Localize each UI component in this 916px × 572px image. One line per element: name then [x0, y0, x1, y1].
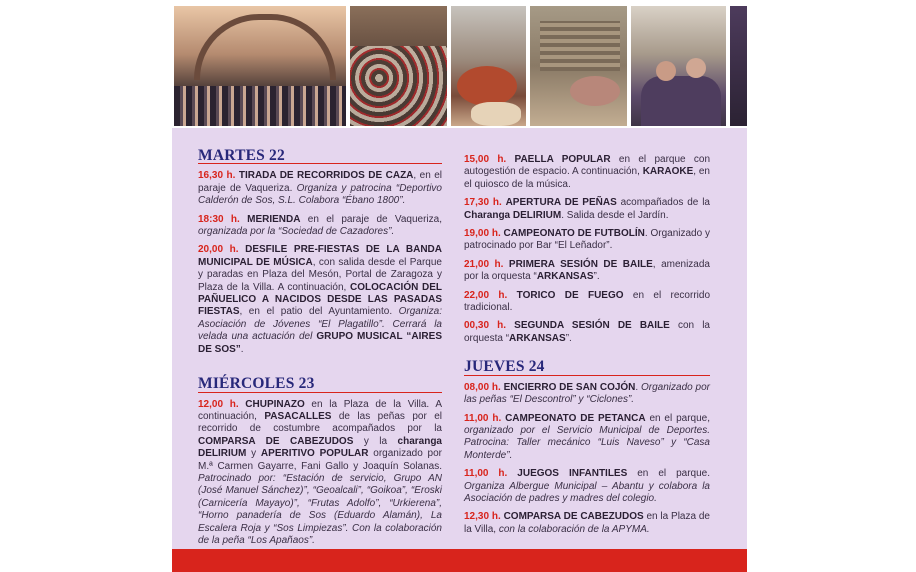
photo-strip [172, 0, 747, 128]
event-text-5: organizado por M.ª Carmen Gayarre, Fani Gallo y Joaquín Solanas. [198, 448, 442, 472]
event-item [464, 413, 710, 463]
event-title-2: PASACALLES [264, 410, 332, 422]
event-time: 16,30 h. [198, 170, 236, 182]
event-text-2: de las peñas por el recorrido de costumbre acompañados por la [198, 410, 442, 435]
day-heading-jueves: JUEVES 24 [464, 361, 710, 375]
event-text-2: . Salida desde el Jardín. [561, 209, 669, 221]
festival-program-page [172, 0, 747, 572]
event-text: , con salida desde el Parque y paradas en Plaza del Mesón, Portal de Zaragoza y Plaza de la Villa. A continuación, [198, 256, 442, 293]
event-text: acompañados de la [616, 197, 710, 209]
event-organizer: Organiza: Asociación de Jóvenes “El Plagatillo”. Cerrará la velada una actuación del [198, 306, 442, 343]
event-time: 11,00 h. [464, 412, 502, 424]
event-time: 18:30 h. [198, 213, 240, 225]
event-title-2: COLOCACIÓN DEL PAÑUELICO A NACIDOS DESDE LAS PASADAS FIESTAS [198, 281, 442, 318]
event-organizer: Organiza Albergue Municipal – Abantu y colabora la Asociación de padres y madres del colegio. [464, 480, 710, 504]
event-sponsors: Patrocinado por: “Estación de servicio, Grupo AN (José Manuel Sánchez)”, “Geoalcali”, “Goikoa”, “Eroski (Carnicería Mayayo)”, “Frutas Adolfo”, “Urkierena”, “Horno panadería de Sos (Eduardo Alamán), La Escalera Roja y “Sos Limpiezas”. Con la colaboración de la peña “Los Apañaos”. [198, 472, 442, 546]
event-organizer: organizado por el Servicio Municipal de Deportes. Patrocina: Taller mecánico “Luis Naveso” y “Casa Monterde”. [464, 424, 710, 461]
day-heading-miercoles: MIÉRCOLES 23 [198, 378, 442, 392]
event-title-2: ARKANSAS [536, 271, 594, 283]
event-title-2: ARKANSAS [509, 332, 566, 344]
event-title: TORICO DE FUEGO [516, 289, 624, 301]
event-item [464, 197, 710, 222]
event-text: en el parque con autogestión de espacio. A continuación, [464, 154, 711, 178]
event-title: JUEGOS INFANTILES [517, 468, 628, 480]
bottom-red-bar [172, 549, 747, 572]
event-title: CHUPINAZO [245, 398, 305, 410]
event-title-5: APERITIVO POPULAR [260, 448, 369, 460]
event-text: en el parque. [627, 468, 710, 480]
event-text: . Organizado y patrocinado por Bar “El Leñador”. [464, 228, 710, 252]
event-item [464, 468, 710, 505]
event-title-4: charanga DELIRIUM [198, 435, 442, 460]
event-text-2: ”. [565, 332, 572, 344]
event-title: MERIENDA [247, 213, 301, 225]
event-time: 21,00 h. [464, 258, 504, 270]
event-title: APERTURA DE PEÑAS [505, 197, 617, 209]
people-hugging-photo-icon [631, 6, 726, 126]
event-title: CAMPEONATO DE FUTBOLÍN [503, 228, 645, 240]
event-text: en el paraje de Vaqueriza, [300, 213, 442, 225]
event-title: ENCIERRO DE SAN COJÓN [503, 381, 636, 393]
event-text: , en el paraje de Vaqueriza. [198, 170, 442, 194]
event-title: PAELLA POPULAR [514, 154, 611, 165]
crowd-bags-photo-icon [350, 6, 447, 126]
event-item [464, 154, 710, 191]
event-item [464, 511, 710, 536]
roasting-photo-icon [530, 6, 627, 126]
event-text: en la Plaza de la Villa, [464, 511, 710, 535]
event-organizer: Organizado por las peñas “El Descontrol” y “Ciclones”. [464, 381, 710, 406]
event-title: CAMPEONATO DE PETANCA [505, 412, 646, 424]
event-organizer: Organiza y patrocina “Deportivo Calderón de Sos, S.L. Colabora “Ébano 1800”. [198, 182, 442, 207]
paella-food-photo-icon [451, 6, 526, 126]
event-title: TIRADA DE RECORRIDOS DE CAZA [238, 170, 414, 182]
event-time: 00,30 h. [464, 320, 507, 332]
left-column [198, 147, 442, 553]
event-time: 15,00 h. [464, 154, 507, 165]
event-item [464, 259, 710, 284]
event-title: DESFILE PRE-FIESTAS DE LA BANDA MUNICIPAL DE MÚSICA [198, 244, 442, 268]
event-text-2: , en el quiosco de la música. [464, 166, 710, 190]
event-text: en el parque, [645, 412, 710, 424]
crowd-square-photo-icon [174, 6, 346, 126]
event-text-2: , en el patio del Ayuntamiento. [239, 306, 399, 318]
event-organizer: con la colaboración de la APYMA. [498, 523, 650, 535]
event-title-3: COMPARSA DE CABEZUDOS [198, 435, 354, 447]
event-organizer: organizada por la “Sociedad de Cazadores”. [198, 226, 395, 238]
event-title: COMPARSA DE CABEZUDOS [503, 511, 644, 523]
event-item [198, 214, 442, 239]
event-title: SEGUNDA SESIÓN DE BAILE [514, 320, 670, 332]
event-title: PRIMERA SESIÓN DE BAILE [508, 258, 653, 270]
event-text-2: ”. [593, 271, 600, 283]
right-column [464, 154, 710, 542]
event-item [198, 170, 442, 207]
event-time: 08,00 h. [464, 381, 501, 393]
event-item [198, 244, 442, 356]
event-time: 20,00 h. [198, 244, 239, 256]
event-title-2: KARAOKE [642, 166, 694, 178]
event-title-3: GRUPO MUSICAL “AIRES DE SOS” [198, 331, 442, 355]
event-time: 19,00 h. [464, 228, 501, 240]
event-text-4: y [246, 448, 261, 460]
event-time: 12,30 h. [464, 511, 501, 523]
event-time: 12,00 h. [198, 398, 239, 410]
event-time: 11,00 h. [464, 468, 508, 480]
event-item [464, 320, 710, 345]
event-text-3: y la [353, 435, 398, 447]
event-item [464, 228, 710, 253]
event-text: en la Plaza de la Villa. A continuación, [198, 398, 442, 422]
event-text: , amenizada por la orquesta “ [464, 258, 710, 283]
event-time: 17,30 h. [464, 197, 502, 209]
event-item [464, 382, 710, 407]
event-text-3: . [240, 343, 244, 355]
event-text: con la orquesta “ [464, 320, 710, 344]
event-item [464, 290, 710, 315]
event-text: en el recorrido tradicional. [464, 289, 711, 314]
edge-photo-icon [730, 6, 747, 126]
event-item [198, 399, 442, 548]
event-text: . [635, 381, 642, 393]
event-time: 22,00 h. [464, 289, 508, 301]
event-title-2: Charanga DELIRIUM [464, 209, 562, 221]
day-heading-martes: MARTES 22 [198, 150, 442, 164]
